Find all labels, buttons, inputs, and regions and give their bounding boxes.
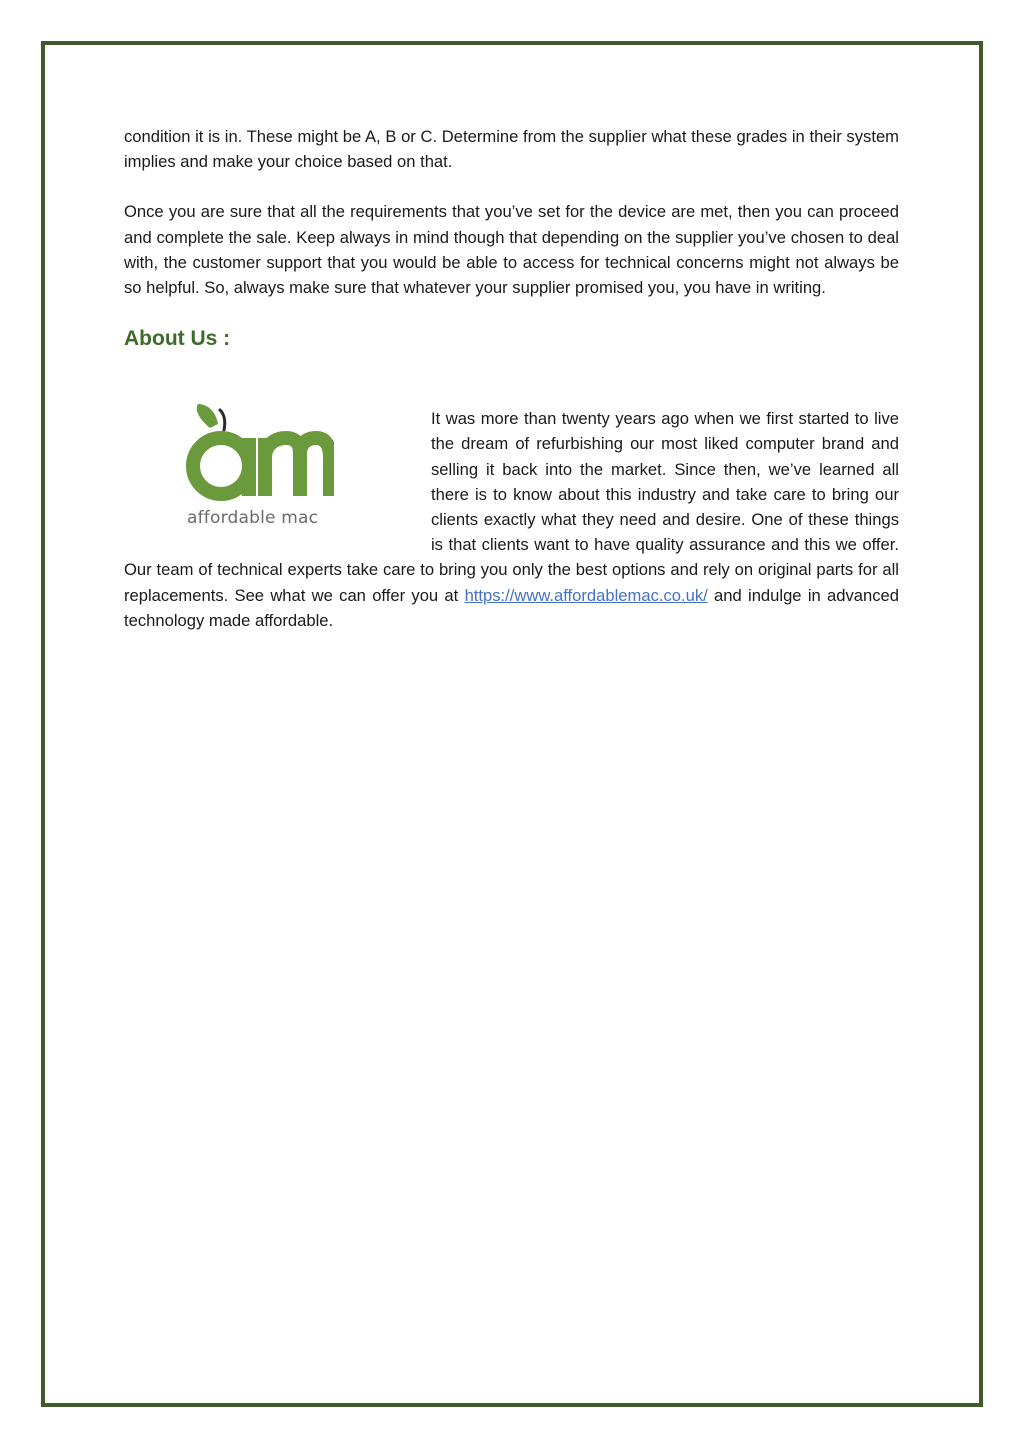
affordable-mac-logo bbox=[124, 406, 424, 556]
about-section bbox=[124, 406, 899, 633]
paragraph-sale: Once you are sure that all the requirements that you’ve set for the device are met, then you can proceed and complete the sale. Keep always in mind though that depending on the supplier you’ve chosen to deal with, the customer support that you would be able to access for technical concerns might not always be so helpful. So, always make sure that whatever your supplier promised you, you have in writing. bbox=[124, 202, 899, 298]
document-body bbox=[124, 124, 899, 633]
logo-wordmark: affordable mac bbox=[187, 508, 319, 529]
about-text-outro: and indulge in advanced technology made affordable. bbox=[124, 585, 899, 630]
about-heading: About Us : bbox=[124, 327, 231, 351]
website-link[interactable]: https://www.affordablemac.co.uk/ bbox=[464, 585, 708, 605]
about-text-intro: It was more than twenty years ago when we first started to live the dream of refurbishing our most liked computer brand and selling it back into the market. Since then, we’ve learned all there is to know about this industry and take care to bring our clients exactly what they need and desire. One of these things is that clients want to have quality assurance and this we offer. Our team of technical experts take care to bring you only the best options and rely on original parts for all replacements. See what we can offer you at bbox=[124, 409, 899, 605]
apple-logo-icon bbox=[184, 398, 334, 513]
paragraph-grades: condition it is in. These might be A, B or C. Determine from the supplier what these grades in their system implies and make your choice based on that. bbox=[124, 127, 899, 172]
